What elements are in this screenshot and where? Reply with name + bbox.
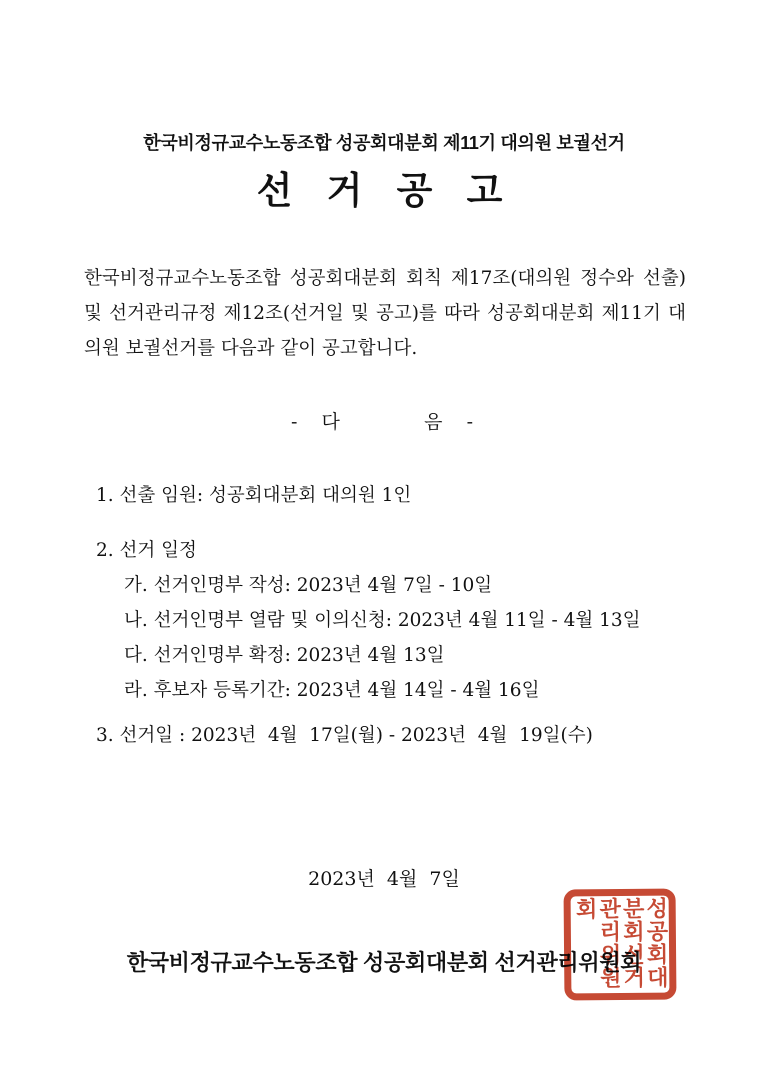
list-item: 가. 선거인명부 작성: 2023년 4월 7일 - 10일	[124, 575, 493, 596]
list-item: 1. 선출 임원: 성공회대분회 대의원 1인	[96, 485, 412, 506]
document-subtitle: 한국비정규교수노동조합 성공회대분회 제11기 대의원 보궐선거	[143, 133, 625, 153]
intro-paragraph: 한국비정규교수노동조합 성공회대분회 회칙 제17조(대의원 정수와 선출) 및 선거관리규정 제12조(선거일 및 공고)를 따라 성공회대분회 제11기 대의원 보궐선거를 다음과 같이 공고합니다.	[84, 268, 692, 359]
official-seal-text: 성공회대분회선거관리위원회	[573, 896, 670, 990]
list-item: 2. 선거 일정	[96, 540, 197, 561]
announcement-list	[96, 484, 696, 747]
section-divider: - 다 음 -	[290, 411, 478, 433]
official-seal-stamp	[564, 889, 677, 1001]
issue-date: 2023년 4월 7일	[308, 868, 460, 890]
list-item: 나. 선거인명부 열람 및 이의신청: 2023년 4월 11일 - 4월 13일	[124, 610, 641, 631]
issuer-name: 한국비정규교수노동조합 성공회대분회 선거관리위원회	[126, 950, 642, 975]
document-title: 선 거 공 고	[256, 170, 512, 211]
list-item: 3. 선거일 : 2023년 4월 17일(월) - 2023년 4월 19일(수)	[96, 725, 593, 746]
list-item: 라. 후보자 등록기간: 2023년 4월 14일 - 4월 16일	[124, 680, 540, 701]
list-item: 다. 선거인명부 확정: 2023년 4월 13일	[124, 645, 445, 666]
